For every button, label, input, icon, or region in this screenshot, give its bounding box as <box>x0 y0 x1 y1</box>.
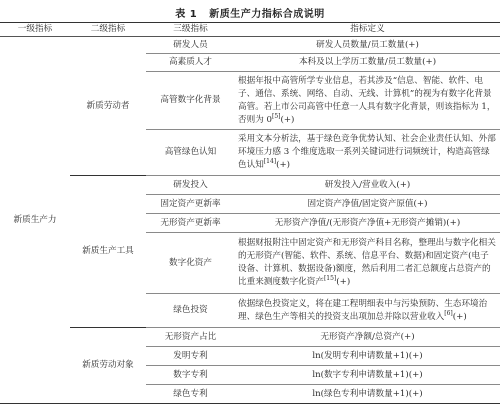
level3-indicator: 无形资产占比 <box>146 328 235 347</box>
indicator-definition <box>235 195 500 214</box>
indicator-definition <box>235 366 500 385</box>
definition-text: 根据年报中高管所学专业信息，若其涉及“信息、智能、软件、电子、通信、系统、网络、自动、无线、计算机”的视为有数字化背景高管。若上市公司高管中任意一人具有数字化背景，则该指标为 1，否则为 0 <box>238 75 496 125</box>
indicator-definition <box>235 233 500 294</box>
header-level3: 三级指标 <box>146 23 235 37</box>
header-level1: 一级指标 <box>0 23 70 37</box>
level3-indicator: 高素质人才 <box>146 54 235 72</box>
level1-indicator: 新质生产力 <box>0 37 70 404</box>
table-row <box>0 328 500 347</box>
indicator-definition <box>235 130 500 176</box>
definition-text: 本科及以上学历工数量/员工数量(+) <box>298 57 437 67</box>
level3-indicator: 无形资产更新率 <box>146 214 235 233</box>
level3-indicator: 固定资产更新率 <box>146 195 235 214</box>
level2-indicator: 新质劳动者 <box>70 37 146 176</box>
indicator-definition <box>235 72 500 130</box>
indicator-definition <box>235 176 500 195</box>
table-row <box>0 37 500 54</box>
direction-sign: (+) <box>280 114 295 125</box>
level3-indicator: 研发人员 <box>146 37 235 54</box>
direction-sign: (+) <box>276 160 291 170</box>
definition-text: 研发人员数量/员工数量(+) <box>316 39 419 50</box>
definition-text: 无形资产净额/总资产(+) <box>320 331 415 342</box>
level3-indicator: 研发投入 <box>146 176 235 195</box>
level3-indicator: 绿色投资 <box>146 294 235 328</box>
level3-indicator: 高管绿色认知 <box>146 130 235 176</box>
definition-text: ln(数字专利申请数量+1)(+) <box>312 369 423 380</box>
table-body <box>0 37 500 404</box>
level3-indicator: 数字化资产 <box>146 233 235 294</box>
table-header-row <box>0 23 500 37</box>
header-level2: 二级指标 <box>70 23 146 37</box>
table-row <box>0 176 500 195</box>
level3-indicator: 数字专利 <box>146 366 235 385</box>
definition-text: ln(发明专利申请数量+1)(+) <box>312 350 423 361</box>
indicator-definition <box>235 37 500 54</box>
level2-indicator: 新质生产工具 <box>70 176 146 328</box>
definition-text: 固定资产净值/固定资产原值(+) <box>307 198 428 209</box>
citation-reference: [15] <box>323 275 337 283</box>
citation-reference: [14] <box>263 158 277 166</box>
indicator-definition <box>235 385 500 404</box>
level3-indicator: 绿色专利 <box>146 385 235 404</box>
definition-text: 采用文本分析法，基于绿色竞争优势认知、社会企业责任认知、外部环境压力感 3 个维度选取一系列关键词进行词频统计，构造高管绿色认知 <box>238 134 496 170</box>
citation-reference: [6] <box>444 309 453 317</box>
table-number: 表 1 <box>175 9 198 20</box>
citation-reference: [5] <box>271 112 281 120</box>
indicator-definition <box>235 328 500 347</box>
table-caption <box>0 5 500 20</box>
indicator-definition <box>235 294 500 328</box>
level3-indicator: 发明专利 <box>146 347 235 366</box>
definition-text: 研发投入/营业收入(+) <box>324 179 411 190</box>
definition-text: ln(绿色专利申请数量+1)(+) <box>312 388 423 399</box>
header-definition: 指标定义 <box>235 23 500 37</box>
level2-indicator: 新质劳动对象 <box>70 328 146 404</box>
table-title: 新质生产力指标合成说明 <box>209 9 325 20</box>
level3-indicator: 高管数字化背景 <box>146 72 235 130</box>
direction-sign: (+) <box>452 311 467 322</box>
indicator-definition <box>235 347 500 366</box>
indicator-table <box>0 22 500 404</box>
indicator-definition <box>235 54 500 72</box>
direction-sign: (+) <box>336 277 351 287</box>
definition-text: 依据绿色投资定义，将在建工程明细表中与污染预防、生态环境治理、绿色生产等相关的投资支出项加总并除以营业收入 <box>238 298 488 322</box>
indicator-definition <box>235 214 500 233</box>
definition-text: 无形资产净值/(无形资产净值+无形资产摊销)(+) <box>274 217 461 228</box>
definition-text: 根据财报附注中固定资产和无形资产科目名称，整理出与数字化相关的无形资产(智能、软件、系统、信息平台、数据)和固定资产(电子设备、计算机、数据设备)额度，然后利用二者汇总额度占总资产的比重来测度数字化资产 <box>238 238 496 287</box>
